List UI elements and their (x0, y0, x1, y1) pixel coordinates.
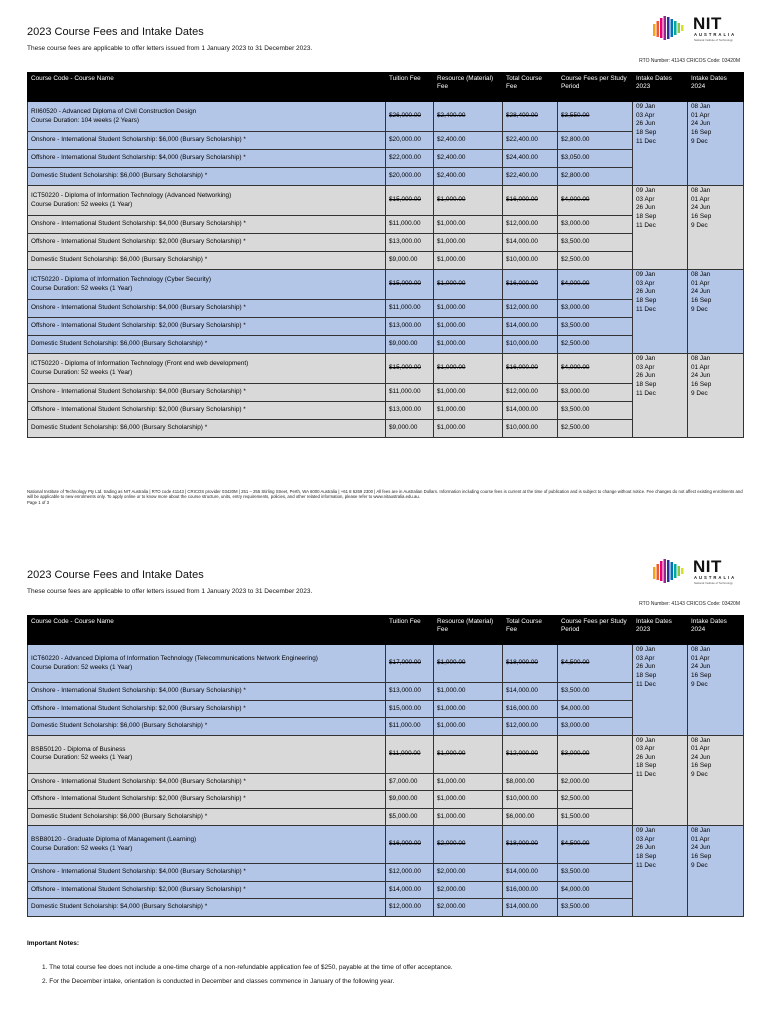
intake-dates-2024-cell (688, 826, 744, 917)
column-header: Course Fees per Study Period (558, 73, 633, 102)
total-cell: $14,000.00 (503, 864, 558, 882)
intake-date: 26 Jun (636, 753, 656, 761)
resource-cell: $1,000.00 (434, 234, 503, 252)
fees-table (27, 615, 744, 917)
original-tuition-cell: $15,000.00 (386, 354, 434, 384)
intake-dates-2023-cell (633, 102, 688, 186)
intake-date: 11 Dec (636, 680, 656, 688)
original-per-period-cell: $3,550.00 (558, 102, 633, 132)
intake-date: 26 Jun (636, 204, 656, 212)
intake-dates-2023-cell (633, 186, 688, 270)
intake-date: 16 Sep (691, 296, 712, 304)
page-subtitle: These course fees are applicable to offer letters issued from 1 January 2023 to 31 December 2023. (27, 45, 313, 52)
tuition-cell: $9,000.00 (386, 420, 434, 438)
original-per-period-cell: $4,000.00 (558, 270, 633, 300)
intake-date: 08 Jan (691, 736, 711, 744)
original-resource-cell: $1,000.00 (434, 735, 503, 773)
scholarship-label: Offshore - International Student Scholarship: $2,000 (Bursary Scholarship) * (28, 318, 386, 336)
column-header: Course Code - Course Name (28, 73, 386, 102)
intake-dates-2023-cell (633, 354, 688, 438)
column-header: Resource (Material) Fee (434, 73, 503, 102)
page-2 (0, 545, 768, 1024)
total-cell: $14,000.00 (503, 234, 558, 252)
intake-date: 03 Apr (636, 745, 655, 753)
intake-date: 09 Jan (636, 736, 656, 744)
scholarship-label: Domestic Student Scholarship: $6,000 (Bursary Scholarship) * (28, 808, 386, 826)
per-period-cell: $2,500.00 (558, 252, 633, 270)
course-row (28, 645, 744, 683)
column-header: Tuition Fee (386, 73, 434, 102)
resource-cell: $1,000.00 (434, 216, 503, 234)
scholarship-label: Onshore - International Student Scholarship: $6,000 (Bursary Scholarship) * (28, 132, 386, 150)
tuition-cell: $12,000.00 (386, 899, 434, 917)
intake-date: 9 Dec (691, 771, 708, 779)
resource-cell: $1,000.00 (434, 718, 503, 736)
note-item: 1. The total course fee does not include a one-time charge of a non-refundable application fee of $250, payable at the time of offer acceptance. (42, 964, 453, 971)
intake-dates-2023-cell (633, 645, 688, 736)
course-name-cell (28, 735, 386, 773)
intake-date: 9 Dec (691, 305, 708, 313)
resource-cell: $1,000.00 (434, 384, 503, 402)
resource-cell: $1,000.00 (434, 683, 503, 701)
per-period-cell: $3,000.00 (558, 300, 633, 318)
intake-date: 24 Jun (691, 663, 711, 671)
intake-date: 16 Sep (691, 852, 712, 860)
resource-cell: $2,400.00 (434, 150, 503, 168)
original-resource-cell: $1,000.00 (434, 270, 503, 300)
original-total-cell: $28,400.00 (503, 102, 558, 132)
resource-cell: $1,000.00 (434, 402, 503, 420)
course-name: BSB80120 - Graduate Diploma of Management (Learning) (31, 836, 197, 844)
column-header: Intake Dates 2023 (633, 73, 688, 102)
course-duration: Course Duration: 52 weeks (1 Year) (31, 368, 133, 376)
page-number: Page 1 of 3 (27, 499, 49, 505)
intake-date: 09 Jan (636, 646, 656, 653)
intake-date: 26 Jun (636, 663, 656, 671)
per-period-cell: $3,000.00 (558, 384, 633, 402)
intake-date: 26 Jun (636, 372, 656, 380)
per-period-cell: $2,500.00 (558, 791, 633, 809)
tuition-cell: $5,000.00 (386, 808, 434, 826)
intake-dates-2024-cell (688, 735, 744, 826)
per-period-cell: $2,500.00 (558, 420, 633, 438)
fees-table (27, 72, 744, 438)
intake-date: 01 Apr (691, 111, 710, 119)
course-row (28, 102, 744, 132)
intake-date: 03 Apr (636, 654, 655, 662)
nit-logo (653, 14, 745, 44)
course-duration: Course Duration: 104 weeks (2 Years) (31, 116, 139, 124)
original-resource-cell: $2,000.00 (434, 826, 503, 864)
scholarship-label: Domestic Student Scholarship: $6,000 (Bursary Scholarship) * (28, 336, 386, 354)
intake-date: 08 Jan (691, 827, 711, 834)
course-name-cell (28, 645, 386, 683)
total-cell: $14,000.00 (503, 683, 558, 701)
intake-date: 18 Sep (636, 212, 657, 220)
original-tuition-cell: $16,000.00 (386, 826, 434, 864)
intake-date: 08 Jan (691, 271, 711, 278)
rto-number: RTO Number: 41143 CRICOS Code: 03420M (639, 58, 740, 64)
scholarship-label: Domestic Student Scholarship: $6,000 (Bursary Scholarship) * (28, 168, 386, 186)
scholarship-label: Offshore - International Student Scholarship: $2,000 (Bursary Scholarship) * (28, 402, 386, 420)
page-title: 2023 Course Fees and Intake Dates (27, 569, 204, 581)
intake-dates-2024-cell (688, 354, 744, 438)
original-resource-cell: $2,400.00 (434, 102, 503, 132)
intake-date: 03 Apr (636, 111, 655, 119)
total-cell: $12,000.00 (503, 300, 558, 318)
footer-text: National Institute of Technology Pty Ltd. trading as NIT Australia | RTO code 41143 | CRICOS provider 03420M | 251 – 255 Stirling Street, Perth, WA 6000 Australia | +61 8 6269 2300 | All fees are in Australian Dollars. Information including course fees is current at the time of publication and is subject to change without notice. Fee changes do not affect existing enrolments and will be applicable to new enrolments only. To apply online or to know more about the course structure, units, entry requirements, policies, and other related information, please refer to www.nitaustralia.edu.au. (27, 489, 743, 500)
per-period-cell: $3,500.00 (558, 234, 633, 252)
resource-cell: $1,000.00 (434, 791, 503, 809)
course-name-cell (28, 826, 386, 864)
resource-cell: $2,000.00 (434, 864, 503, 882)
total-cell: $16,000.00 (503, 881, 558, 899)
course-row (28, 354, 744, 384)
original-tuition-cell: $11,000.00 (386, 735, 434, 773)
course-name: ICT50220 - Diploma of Information Technology (Cyber Security) (31, 276, 211, 284)
note-item: 2. For the December intake, orientation is conducted in December and classes commence in January of the following year. (42, 978, 395, 985)
course-duration: Course Duration: 52 weeks (1 Year) (31, 844, 133, 852)
intake-dates-2024-cell (688, 186, 744, 270)
column-header: Intake Dates 2023 (633, 616, 688, 645)
total-cell: $6,000.00 (503, 808, 558, 826)
original-resource-cell: $1,000.00 (434, 186, 503, 216)
nit-logo (653, 557, 745, 587)
per-period-cell: $3,500.00 (558, 899, 633, 917)
course-name-cell (28, 354, 386, 384)
column-header: Total Course Fee (503, 73, 558, 102)
logo-brand-sub: AUSTRALIA (694, 32, 737, 37)
scholarship-label: Domestic Student Scholarship: $4,000 (Bursary Scholarship) * (28, 899, 386, 917)
page-title: 2023 Course Fees and Intake Dates (27, 26, 204, 38)
course-row (28, 186, 744, 216)
tuition-cell: $11,000.00 (386, 216, 434, 234)
per-period-cell: $3,000.00 (558, 718, 633, 736)
intake-date: 16 Sep (691, 212, 712, 220)
scholarship-label: Domestic Student Scholarship: $6,000 (Bursary Scholarship) * (28, 420, 386, 438)
logo-bars-icon (653, 559, 687, 583)
intake-date: 09 Jan (636, 355, 656, 362)
intake-date: 03 Apr (636, 363, 655, 371)
original-resource-cell: $1,000.00 (434, 354, 503, 384)
course-duration: Course Duration: 52 weeks (1 Year) (31, 284, 133, 292)
original-per-period-cell: $4,000.00 (558, 354, 633, 384)
intake-date: 03 Apr (636, 835, 655, 843)
tuition-cell: $9,000.00 (386, 336, 434, 354)
per-period-cell: $3,000.00 (558, 216, 633, 234)
intake-dates-2024-cell (688, 270, 744, 354)
tuition-cell: $20,000.00 (386, 168, 434, 186)
total-cell: $14,000.00 (503, 318, 558, 336)
total-cell: $12,000.00 (503, 384, 558, 402)
course-name: RII60520 - Advanced Diploma of Civil Construction Design (31, 108, 197, 116)
intake-date: 08 Jan (691, 355, 711, 362)
scholarship-label: Offshore - International Student Scholarship: $2,000 (Bursary Scholarship) * (28, 234, 386, 252)
intake-date: 9 Dec (691, 389, 708, 397)
original-per-period-cell: $4,500.00 (558, 826, 633, 864)
logo-brand-sub: AUSTRALIA (694, 575, 737, 580)
intake-date: 11 Dec (636, 861, 656, 869)
resource-cell: $2,400.00 (434, 168, 503, 186)
per-period-cell: $4,000.00 (558, 700, 633, 718)
total-cell: $10,000.00 (503, 420, 558, 438)
scholarship-label: Offshore - International Student Scholarship: $2,000 (Bursary Scholarship) * (28, 791, 386, 809)
intake-date: 01 Apr (691, 279, 710, 287)
intake-date: 9 Dec (691, 680, 708, 688)
resource-cell: $1,000.00 (434, 252, 503, 270)
scholarship-label: Offshore - International Student Scholarship: $4,000 (Bursary Scholarship) * (28, 150, 386, 168)
total-cell: $10,000.00 (503, 791, 558, 809)
tuition-cell: $11,000.00 (386, 718, 434, 736)
intake-date: 09 Jan (636, 187, 656, 194)
intake-date: 16 Sep (691, 380, 712, 388)
intake-date: 01 Apr (691, 363, 710, 371)
intake-date: 9 Dec (691, 861, 708, 869)
total-cell: $12,000.00 (503, 216, 558, 234)
course-name: ICT60220 - Advanced Diploma of Information Technology (Telecommunications Network Engineering) (31, 655, 318, 663)
table-header-row (28, 616, 744, 645)
per-period-cell: $2,800.00 (558, 168, 633, 186)
total-cell: $14,000.00 (503, 402, 558, 420)
resource-cell: $1,000.00 (434, 773, 503, 791)
scholarship-label: Domestic Student Scholarship: $6,000 (Bursary Scholarship) * (28, 252, 386, 270)
intake-date: 24 Jun (691, 753, 711, 761)
intake-date: 09 Jan (636, 271, 656, 278)
intake-date: 01 Apr (691, 654, 710, 662)
intake-date: 9 Dec (691, 137, 708, 145)
original-tuition-cell: $15,000.00 (386, 270, 434, 300)
total-cell: $10,000.00 (503, 336, 558, 354)
intake-date: 08 Jan (691, 187, 711, 194)
intake-date: 24 Jun (691, 204, 711, 212)
tuition-cell: $7,000.00 (386, 773, 434, 791)
intake-date: 24 Jun (691, 288, 711, 296)
resource-cell: $2,000.00 (434, 881, 503, 899)
scholarship-label: Onshore - International Student Scholarship: $4,000 (Bursary Scholarship) * (28, 864, 386, 882)
intake-date: 11 Dec (636, 305, 656, 313)
scholarship-label: Onshore - International Student Scholarship: $4,000 (Bursary Scholarship) * (28, 300, 386, 318)
tuition-cell: $11,000.00 (386, 384, 434, 402)
per-period-cell: $3,500.00 (558, 318, 633, 336)
per-period-cell: $2,800.00 (558, 132, 633, 150)
column-header: Total Course Fee (503, 616, 558, 645)
column-header: Intake Dates 2024 (688, 73, 744, 102)
intake-date: 08 Jan (691, 646, 711, 653)
tuition-cell: $15,000.00 (386, 700, 434, 718)
intake-date: 16 Sep (691, 671, 712, 679)
tuition-cell: $9,000.00 (386, 791, 434, 809)
intake-date: 09 Jan (636, 103, 656, 110)
intake-dates-2024-cell (688, 102, 744, 186)
course-name: ICT50220 - Diploma of Information Technology (Advanced Networking) (31, 192, 232, 200)
intake-date: 26 Jun (636, 288, 656, 296)
intake-date: 08 Jan (691, 103, 711, 110)
intake-date: 26 Jun (636, 844, 656, 852)
total-cell: $10,000.00 (503, 252, 558, 270)
page-subtitle: These course fees are applicable to offer letters issued from 1 January 2023 to 31 December 2023. (27, 588, 313, 595)
column-header: Course Fees per Study Period (558, 616, 633, 645)
intake-date: 18 Sep (636, 852, 657, 860)
total-cell: $8,000.00 (503, 773, 558, 791)
intake-date: 18 Sep (636, 296, 657, 304)
total-cell: $12,000.00 (503, 718, 558, 736)
original-tuition-cell: $26,000.00 (386, 102, 434, 132)
intake-date: 26 Jun (636, 120, 656, 128)
original-resource-cell: $1,000.00 (434, 645, 503, 683)
original-total-cell: $16,000.00 (503, 186, 558, 216)
total-cell: $22,400.00 (503, 168, 558, 186)
intake-dates-2023-cell (633, 735, 688, 826)
tuition-cell: $11,000.00 (386, 300, 434, 318)
original-per-period-cell: $4,500.00 (558, 645, 633, 683)
scholarship-label: Onshore - International Student Scholarship: $4,000 (Bursary Scholarship) * (28, 683, 386, 701)
per-period-cell: $2,500.00 (558, 336, 633, 354)
intake-date: 11 Dec (636, 771, 656, 779)
intake-dates-2023-cell (633, 270, 688, 354)
course-row (28, 826, 744, 864)
intake-date: 11 Dec (636, 389, 656, 397)
intake-date: 9 Dec (691, 221, 708, 229)
resource-cell: $2,400.00 (434, 132, 503, 150)
course-name: ICT50220 - Diploma of Information Technology (Front end web development) (31, 360, 249, 368)
important-notes-title: Important Notes: (27, 940, 79, 947)
intake-date: 01 Apr (691, 835, 710, 843)
intake-dates-2023-cell (633, 826, 688, 917)
logo-brand: NIT (693, 14, 722, 33)
total-cell: $22,400.00 (503, 132, 558, 150)
intake-date: 18 Sep (636, 128, 657, 136)
course-duration: Course Duration: 52 weeks (1 Year) (31, 663, 133, 671)
scholarship-label: Offshore - International Student Scholarship: $2,000 (Bursary Scholarship) * (28, 881, 386, 899)
column-header: Intake Dates 2024 (688, 616, 744, 645)
original-tuition-cell: $17,000.00 (386, 645, 434, 683)
total-cell: $16,000.00 (503, 700, 558, 718)
logo-brand: NIT (693, 557, 722, 576)
tuition-cell: $13,000.00 (386, 402, 434, 420)
intake-date: 18 Sep (636, 762, 657, 770)
tuition-cell: $13,000.00 (386, 683, 434, 701)
column-header: Tuition Fee (386, 616, 434, 645)
course-duration: Course Duration: 52 weeks (1 Year) (31, 200, 133, 208)
intake-date: 16 Sep (691, 128, 712, 136)
tuition-cell: $20,000.00 (386, 132, 434, 150)
tuition-cell: $12,000.00 (386, 864, 434, 882)
per-period-cell: $3,500.00 (558, 864, 633, 882)
resource-cell: $1,000.00 (434, 700, 503, 718)
tuition-cell: $13,000.00 (386, 234, 434, 252)
original-per-period-cell: $3,000.00 (558, 735, 633, 773)
course-name-cell (28, 270, 386, 300)
intake-date: 18 Sep (636, 380, 657, 388)
intake-date: 11 Dec (636, 137, 656, 145)
per-period-cell: $1,500.00 (558, 808, 633, 826)
resource-cell: $1,000.00 (434, 318, 503, 336)
per-period-cell: $3,050.00 (558, 150, 633, 168)
tuition-cell: $14,000.00 (386, 881, 434, 899)
tuition-cell: $22,000.00 (386, 150, 434, 168)
scholarship-label: Offshore - International Student Scholarship: $2,000 (Bursary Scholarship) * (28, 700, 386, 718)
scholarship-label: Onshore - International Student Scholarship: $4,000 (Bursary Scholarship) * (28, 773, 386, 791)
per-period-cell: $3,500.00 (558, 683, 633, 701)
original-total-cell: $18,000.00 (503, 826, 558, 864)
intake-date: 09 Jan (636, 827, 656, 834)
original-total-cell: $16,000.00 (503, 354, 558, 384)
intake-date: 18 Sep (636, 671, 657, 679)
original-tuition-cell: $15,000.00 (386, 186, 434, 216)
intake-dates-2024-cell (688, 645, 744, 736)
intake-date: 24 Jun (691, 120, 711, 128)
scholarship-label: Onshore - International Student Scholarship: $4,000 (Bursary Scholarship) * (28, 384, 386, 402)
per-period-cell: $2,000.00 (558, 773, 633, 791)
column-header: Resource (Material) Fee (434, 616, 503, 645)
intake-date: 16 Sep (691, 762, 712, 770)
course-row (28, 735, 744, 773)
intake-date: 01 Apr (691, 195, 710, 203)
intake-date: 24 Jun (691, 372, 711, 380)
original-per-period-cell: $4,000.00 (558, 186, 633, 216)
logo-brand-tag: National Institute of Technology (694, 38, 733, 42)
tuition-cell: $9,000.00 (386, 252, 434, 270)
course-name-cell (28, 102, 386, 132)
resource-cell: $1,000.00 (434, 808, 503, 826)
intake-date: 24 Jun (691, 844, 711, 852)
original-total-cell: $18,000.00 (503, 645, 558, 683)
course-name: BSB50120 - Diploma of Business (31, 745, 126, 753)
resource-cell: $1,000.00 (434, 300, 503, 318)
tuition-cell: $13,000.00 (386, 318, 434, 336)
column-header: Course Code - Course Name (28, 616, 386, 645)
rto-number: RTO Number: 41143 CRICOS Code: 03420M (639, 601, 740, 607)
original-total-cell: $16,000.00 (503, 270, 558, 300)
logo-brand-tag: National Institute of Technology (694, 581, 733, 585)
per-period-cell: $3,500.00 (558, 402, 633, 420)
course-row (28, 270, 744, 300)
course-duration: Course Duration: 52 weeks (1 Year) (31, 754, 133, 761)
resource-cell: $1,000.00 (434, 420, 503, 438)
resource-cell: $2,000.00 (434, 899, 503, 917)
original-total-cell: $12,000.00 (503, 735, 558, 773)
table-header-row (28, 73, 744, 102)
scholarship-label: Domestic Student Scholarship: $6,000 (Bursary Scholarship) * (28, 718, 386, 736)
course-name-cell (28, 186, 386, 216)
intake-date: 01 Apr (691, 745, 710, 753)
scholarship-label: Onshore - International Student Scholarship: $4,000 (Bursary Scholarship) * (28, 216, 386, 234)
resource-cell: $1,000.00 (434, 336, 503, 354)
intake-date: 03 Apr (636, 279, 655, 287)
total-cell: $24,400.00 (503, 150, 558, 168)
footer-note (27, 489, 743, 505)
logo-bars-icon (653, 16, 687, 40)
per-period-cell: $4,000.00 (558, 881, 633, 899)
total-cell: $14,000.00 (503, 899, 558, 917)
intake-date: 03 Apr (636, 195, 655, 203)
intake-date: 11 Dec (636, 221, 656, 229)
